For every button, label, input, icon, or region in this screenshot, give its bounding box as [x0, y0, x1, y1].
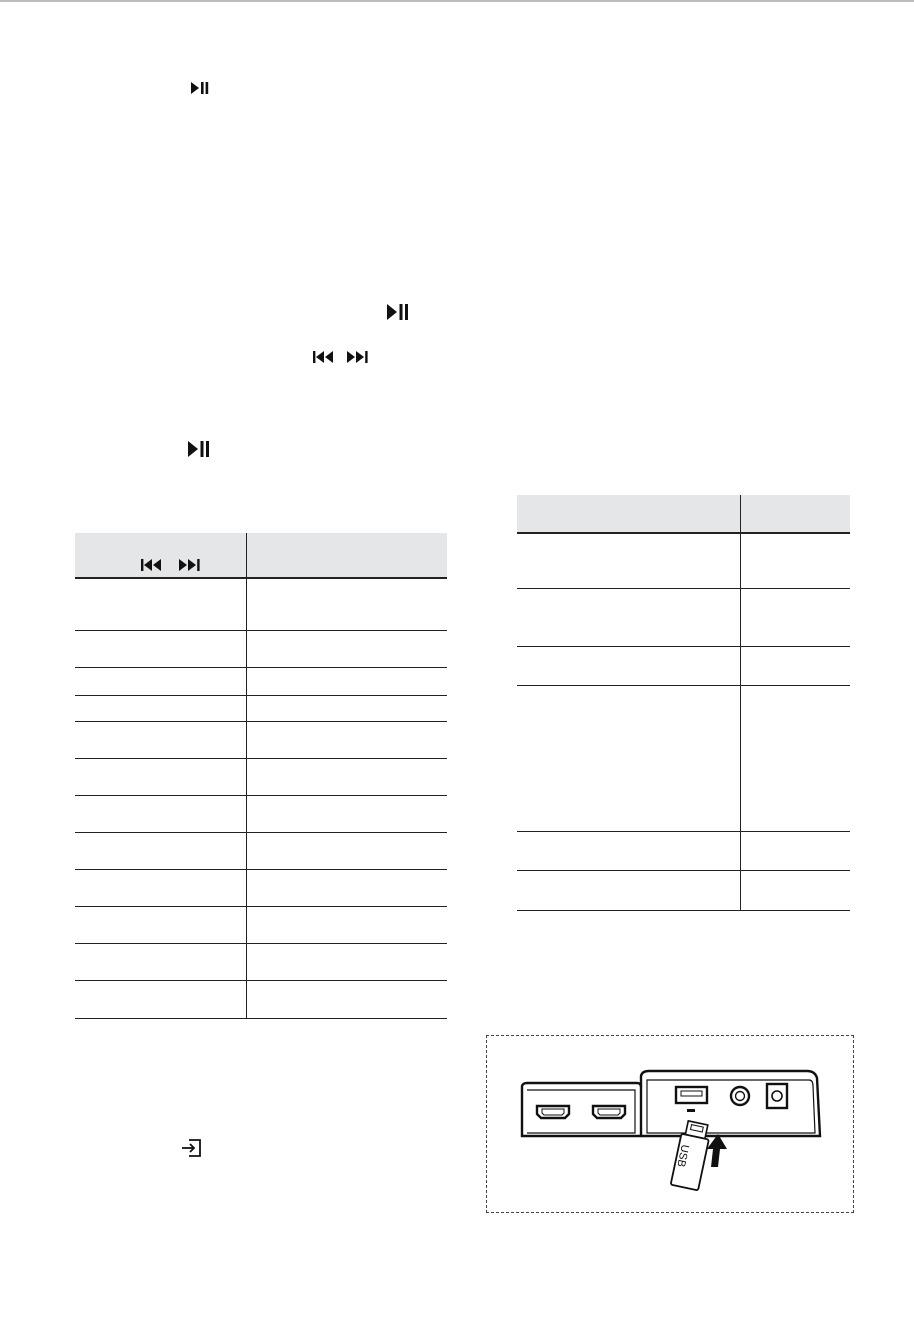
rear-panel-illustration	[487, 1036, 855, 1214]
right-table	[517, 495, 850, 911]
table-row	[517, 588, 850, 646]
top-edge-rule	[0, 0, 914, 2]
play-pause-icon	[190, 81, 210, 95]
header-cell	[75, 533, 246, 578]
left-table	[75, 533, 447, 1019]
table-row	[517, 685, 850, 831]
table-row	[75, 630, 447, 667]
insert-arrow-icon	[707, 1134, 727, 1167]
table-row	[517, 831, 850, 870]
table-row	[75, 721, 447, 758]
play-pause-icon	[187, 440, 211, 458]
source-input-icon	[181, 1138, 203, 1158]
table-row	[75, 667, 447, 695]
usb-stick-label: USB	[674, 1143, 691, 1169]
table-row	[517, 533, 850, 588]
table-row	[75, 695, 447, 721]
table-row	[75, 832, 447, 869]
header-cell	[246, 533, 447, 578]
play-pause-icon	[386, 303, 410, 321]
table-row	[75, 758, 447, 795]
table-row	[75, 578, 447, 630]
table-row	[517, 870, 850, 910]
table-header-row	[517, 495, 850, 533]
table-row	[75, 795, 447, 832]
next-track-icon	[178, 558, 200, 577]
table-row	[75, 869, 447, 906]
table-row	[75, 906, 447, 943]
usb-connection-figure	[486, 1035, 854, 1213]
table-row	[517, 646, 850, 685]
table-header-row	[75, 533, 447, 578]
next-track-icon	[346, 350, 368, 364]
previous-track-icon	[141, 558, 163, 577]
table-row	[75, 943, 447, 980]
table-row	[75, 980, 447, 1018]
previous-track-icon	[313, 350, 335, 364]
